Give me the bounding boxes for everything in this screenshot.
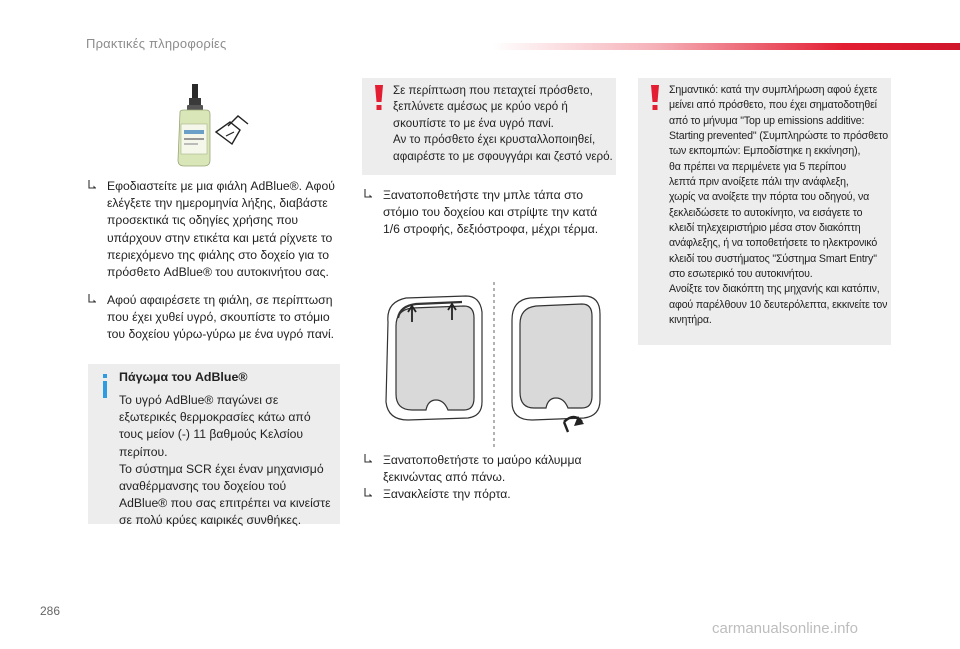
info-title: Πάγωμα του AdBlue® bbox=[119, 370, 248, 384]
instruction-bullet bbox=[88, 292, 348, 344]
bullet-text: Αφού αφαιρέσετε τη φιάλη, σε περίπτωση που έχει χυθεί υγρό, σκουπίστε το στόμιο του δοχείου γύρω-γύρω με ένα υγρό πανί. bbox=[107, 293, 335, 342]
instruction-bullet bbox=[364, 452, 624, 486]
bullet-text: Ξανατοποθετήστε το μαύρο κάλυμμα ξεκινώντας από πάνω. bbox=[383, 453, 582, 485]
info-icon bbox=[97, 374, 113, 398]
warning-text: Σε περίπτωση που πεταχτεί πρόσθετο, ξεπλύνετε αμέσως με κρύο νερό ή σκουπίστε το με ένα υγρό πανί. Αν το πρόσθετο έχει κρυσταλλοποιηθεί, αφαιρέστε το με σφουγγάρι και ζεστό νερό. bbox=[393, 84, 613, 163]
instruction-bullet bbox=[88, 178, 348, 281]
warning-box-spill bbox=[362, 78, 616, 175]
arrow-bullet-icon bbox=[88, 178, 97, 195]
page-header-title: Πρακτικές πληροφορίες bbox=[86, 36, 227, 51]
warning-text: Σημαντικό: κατά την συμπλήρωση αφού έχετε μείνει από πρόσθετο, που έχει σηματοδοτηθεί από το μήνυμα "Top up emissions additive: Starting prevented" (Συμπληρώστε το πρόσθετο των εκπομπών: Εμποδίστηκε η εκκίνηση), θα πρέπει να περιμένετε για 5 περίπου λεπτά πριν ανοίξετε πάλι την ανάφλεξη, χωρίς να ανοίξετε την πόρτα του οδηγού, να ξεκλειδώσετε το αυτοκίνητο, να εισάγετε το κλειδί τηλεχειριστήριο μέσα στον διακόπτη ανάφλεξης, ή να τοποθετήσετε το ηλεκτρονικό κλειδί του συστήματος "Σύστημα Smart Entry" στο εσωτερικό του αυτοκινήτου. Ανοίξτε τον διακόπτη της μηχανής και κατόπιν, αφού παρέλθουν 10 δευτερόλεπτα, εκκινείτε τον κινητήρα. bbox=[669, 84, 889, 327]
bullet-text: Ξανατοποθετήστε την μπλε τάπα στο στόμιο του δοχείου και στρίψτε την κατά 1/6 στροφής, δεξιόστροφα, μέχρι τέρμα. bbox=[383, 188, 599, 237]
arrow-bullet-icon bbox=[364, 187, 373, 204]
instruction-bullet bbox=[364, 187, 624, 239]
arrow-bullet-icon bbox=[364, 486, 373, 503]
header-accent-bar bbox=[492, 43, 960, 50]
warning-box-important bbox=[638, 78, 891, 345]
info-box-freezing bbox=[88, 364, 340, 528]
bullet-text: Εφοδιαστείτε με μια φιάλη AdBlue®. Αφού ελέγξετε την ημερομηνία λήξης, διαβάστε προσεκτικά τις οδηγίες χρήσης που υπάρχουν στην ετικέτα και μετά ρίχνετε το περιεχόμενο της φιάλης στο δοχείο για το πρόσθετο AdBlue® του αυτοκινήτου σας. bbox=[107, 179, 335, 280]
tank-cover-illustration bbox=[378, 282, 608, 448]
page-number: 286 bbox=[40, 604, 61, 618]
arrow-bullet-icon bbox=[364, 452, 373, 469]
arrow-bullet-icon bbox=[88, 292, 97, 309]
instruction-bullet bbox=[364, 486, 624, 503]
exclamation-icon bbox=[374, 85, 384, 111]
watermark: carmanualsonline.info bbox=[712, 620, 858, 637]
info-text: Το υγρό AdBlue® παγώνει σε εξωτερικές θερμοκρασίες κάτω από τους μείον (-) 11 βαθμούς Κελσίου περίπου. Το σύστημα SCR έχει έναν μηχανισμό αναθέρμανσης του δοχείου τού AdBlue® που σας επιτρέπει να κινείστε σε πολύ κρύες καιρικές συνθήκες. bbox=[119, 393, 331, 528]
exclamation-icon bbox=[650, 85, 660, 111]
adblue-bottle-illustration bbox=[168, 80, 258, 170]
bullet-text: Ξανακλείστε την πόρτα. bbox=[383, 487, 511, 501]
